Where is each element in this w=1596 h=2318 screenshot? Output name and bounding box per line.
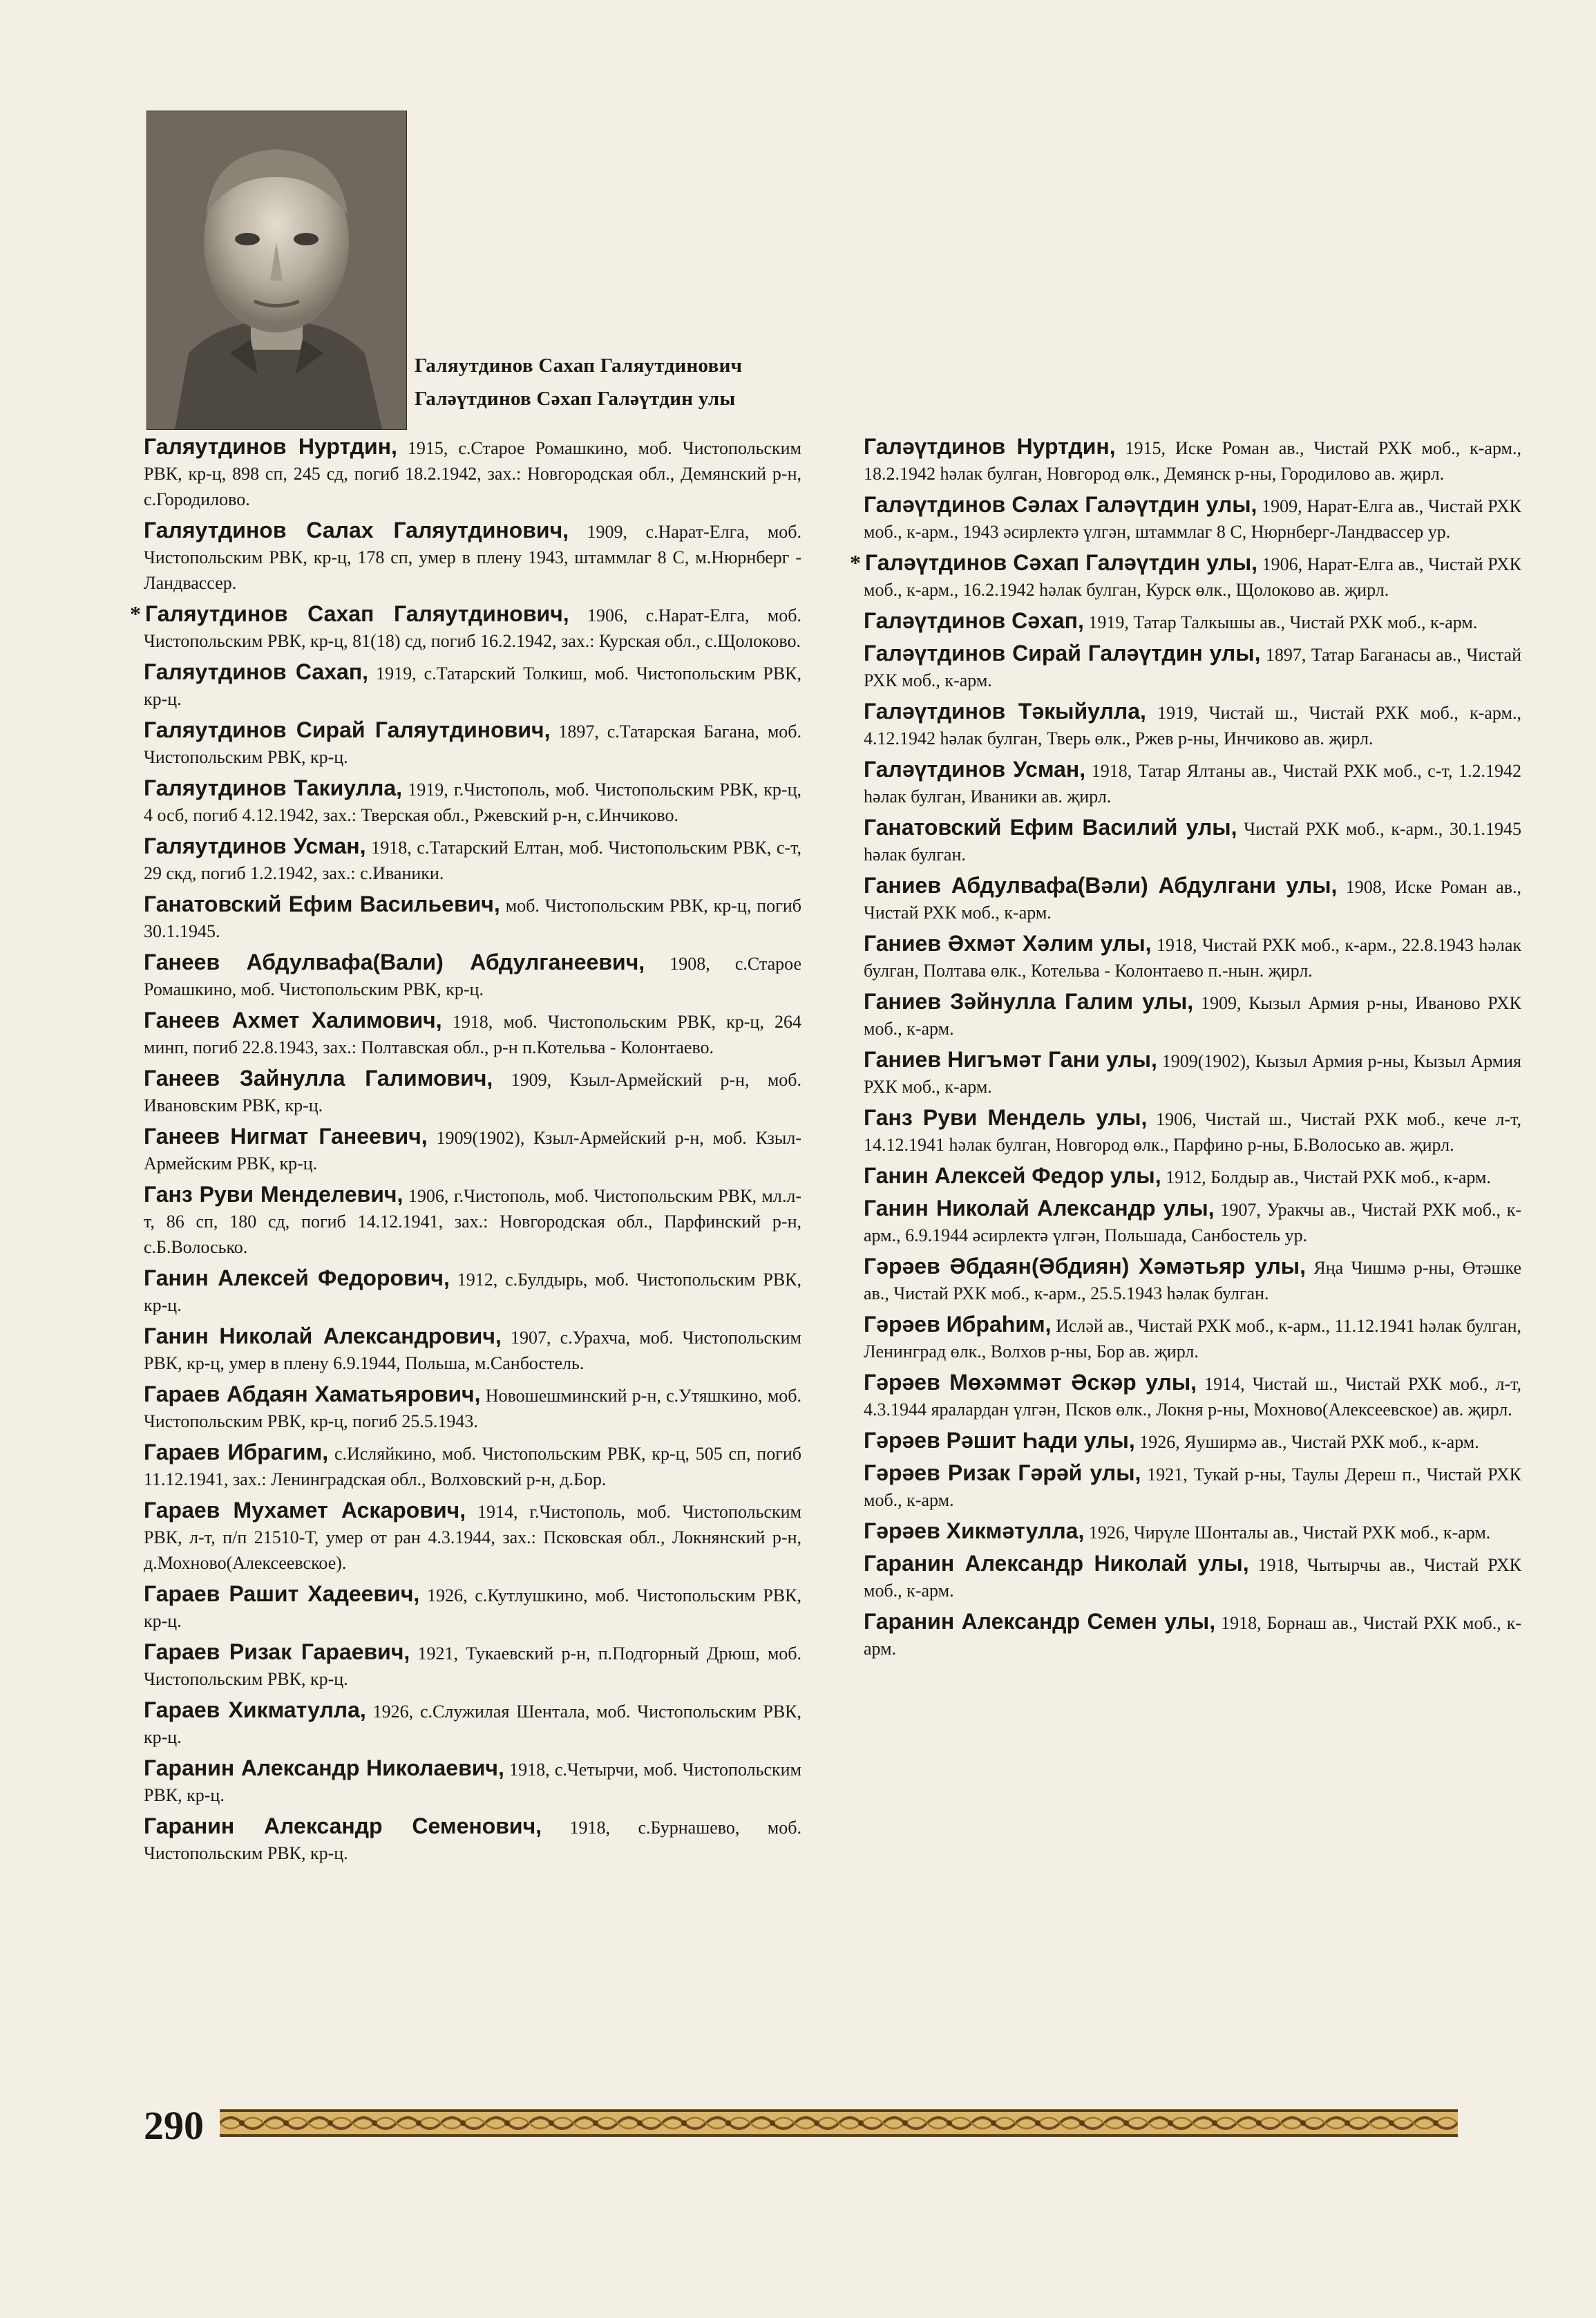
entry-name: Ганатовский Ефим Васильевич, [144,892,500,916]
entry-right-2 [850,550,1522,603]
entry-right-15 [864,1254,1521,1306]
entry-right-14 [864,1196,1521,1248]
entry-details: Новошешминский р-н, с.Утяшкино, моб. Чистопольским РВК, кр-ц, погиб 25.5.1943. [144,1386,802,1431]
entry-left-17 [144,1498,801,1576]
entry-left-15 [144,1382,801,1434]
entry-name: Галяутдинов Сахап, [144,659,369,684]
entry-right-16 [864,1312,1521,1364]
entry-details: 1918, с.Татарский Елтан, моб. Чистопольским РВК, с-т, 29 скд, погиб 1.2.1942, зах.: с.Иваники. [144,838,801,883]
entry-right-4 [864,641,1521,693]
entry-left-5 [144,775,801,828]
entry-right-22 [864,1609,1521,1661]
entry-right-12 [864,1105,1521,1158]
entry-details: 1909(1902), Кзыл-Армейский р-н, моб. Кзыл-Армейским РВК, кр-ц. [144,1128,802,1174]
entry-name: Гәрәев Әбдаян(Әбдиян) Хәмәтьяр улы, [864,1254,1307,1279]
entry-details: 1909(1902), Кызыл Армия р-ны, Кызыл Армия РХК моб., к-арм. [864,1051,1522,1097]
entry-name: Гаранин Александр Николай улы, [864,1551,1249,1576]
entry-name: Галәүтдинов Нуртдин, [864,434,1116,459]
entry-name: Ганеев Ахмет Халимович, [144,1008,442,1033]
entry-name: Гәрәев Ибраһим, [864,1312,1052,1337]
entry-name: Гараев Мухамет Аскарович, [144,1498,466,1523]
decorative-ornament-border [220,2109,1458,2137]
entry-name: Ганатовский Ефим Василий улы, [864,815,1237,840]
entry-name: Ганиев Абдулвафа(Вәли) Абдулгани улы, [864,873,1338,898]
entry-details: 1897, Татар Баганасы ав., Чистай РХК моб., к-арм. [864,645,1521,690]
entry-name: Галәүтдинов Усман, [864,757,1086,782]
caption-tatar: Галәүтдинов Сәхап Галәүтдин улы [415,388,736,410]
entry-right-17 [864,1370,1521,1422]
entry-name: Гараев Рашит Хадеевич, [144,1581,420,1606]
entry-details: 1909, с.Нарат-Елга, моб. Чистопольским РВК, кр-ц, 178 сп, умер в плену 1943, штаммлаг 8 С, м.Нюрнберг - Ландвассер. [144,522,801,593]
entry-name: Гараев Ибрагим, [144,1440,329,1464]
entry-right-3 [864,608,1521,635]
entry-left-20 [144,1697,801,1750]
entry-name: Ганиев Нигъмәт Гани улы, [864,1047,1157,1072]
entry-left-21 [144,1755,801,1808]
entry-details: 1915, с.Старое Ромашкино, моб. Чистопольским РВК, кр-ц, 898 сп, 245 сд, погиб 18.2.1942, зах.: Новгородская обл., Демянский р-н, с.Городилово. [144,438,802,509]
entry-details: 1918, с.Четырчи, моб. Чистопольским РВК, кр-ц. [144,1760,801,1805]
entry-details: 1915, Иске Роман ав., Чистай РХК моб., к-арм., 18.2.1942 һәлак булган, Новгород өлк., Демянск р-ны, Городилово ав. җирл. [864,438,1522,484]
entry-details: 1919, г.Чистополь, моб. Чистопольским РВК, кр-ц, 4 осб, погиб 4.12.1942, зах.: Тверская обл., Ржевский р-н, с.Инчиково. [144,780,801,825]
entry-name: Ганз Руви Мендель улы, [864,1105,1148,1130]
entry-details: 1918, с.Бурнашево, моб. Чистопольским РВК, кр-ц. [144,1818,801,1863]
entry-left-13 [144,1265,801,1318]
entry-details: 1926, Яуширмә ав., Чистай РХК моб., к-арм. [1134,1432,1479,1452]
entry-name: Галяутдинов Усман, [144,833,366,858]
entry-name: Ганеев Абдулвафа(Вали) Абдулганеевич, [144,950,645,974]
entry-left-2 [130,601,801,654]
entry-details: 1926, с.Служилая Шентала, моб. Чистопольским РВК, кр-ц. [144,1702,801,1747]
entry-details: 1914, Чистай ш., Чистай РХК моб., л-т, 4.3.1944 яралардан үлгән, Псков өлк., Локня р-ны, Мохново(Алексеевское) ав. җирл. [864,1374,1522,1420]
entry-left-9 [144,1008,801,1060]
entry-left-18 [144,1581,801,1634]
entry-details: 1906, г.Чистополь, моб. Чистопольским РВК, мл.л-т, 86 сп, 180 сд, погиб 14.12.1941, зах.: Новгородская обл., Парфинский р-н, с.Б.Волосько. [144,1186,801,1257]
entry-details: 1906, Чистай ш., Чистай РХК моб., кече л-т, 14.12.1941 һәлак булган, Новгород өлк., Парфино р-ны, Б.Волосько ав. җирл. [864,1109,1521,1155]
entry-name: Галяутдинов Сахап Галяутдинович, [145,601,569,626]
entry-name: Гәрәев Хикмәтулла, [864,1518,1085,1543]
entry-star-marker: * [850,550,861,575]
entry-details: моб. Чистопольским РВК, кр-ц, погиб 30.1.1945. [144,896,801,941]
entry-details: 1919, Чистай ш., Чистай РХК моб., к-арм., 4.12.1942 һәлак булган, Тверь өлк., Ржев р-ны, Инчиково ав. җирл. [864,703,1521,748]
entry-details: 1912, с.Булдырь, моб. Чистопольским РВК, кр-ц. [144,1270,802,1315]
entry-details: 1921, Тукаевский р-н, п.Подгорный Дрюш, моб. Чистопольским РВК, кр-ц. [144,1643,802,1689]
entry-details: 1918, Чистай РХК моб., к-арм., 22.8.1943 һәлак булган, Полтава өлк., Котельва - Колонтаево п.-нын. җирл. [864,935,1522,981]
entry-details: 1906, Нарат-Елга ав., Чистай РХК моб., к-арм., 16.2.1942 һәлак булган, Курск өлк., Щолоково ав. җирл. [864,554,1522,600]
entry-right-9 [864,931,1521,983]
entry-star-marker: * [130,601,141,626]
entry-right-20 [864,1518,1521,1545]
entry-details: 1926, Чирүле Шонталы ав., Чистай РХК моб., к-арм. [1084,1523,1491,1543]
entry-right-21 [864,1551,1521,1603]
entry-right-18 [864,1428,1521,1455]
column-tatar [850,434,1522,1667]
entry-name: Гаранин Александр Семенович, [144,1813,542,1838]
entry-details: 1914, г.Чистополь, моб. Чистопольским РВК, л-т, п/п 21510-Т, умер от ран 4.3.1944, зах.: Псковская обл., Локнянский р-н, д.Мохново(Алексеевское). [144,1502,801,1573]
entry-details: 1909, Кызыл Армия р-ны, Иваново РХК моб., к-арм. [864,993,1521,1039]
entry-left-10 [144,1066,801,1118]
entry-left-8 [144,950,801,1002]
entry-details: 1918, Борнаш ав., Чистай РХК моб., к-арм. [864,1613,1521,1659]
photo-caption [415,349,742,415]
page-number: 290 [144,2103,204,2148]
entry-name: Гараев Ризак Гараевич, [144,1639,410,1664]
entry-name: Гәрәев Мөхәммәт Әскәр улы, [864,1370,1197,1395]
entry-details: 1912, Болдыр ав., Чистай РХК моб., к-арм. [1161,1167,1491,1187]
entry-left-0 [144,434,801,512]
entry-right-5 [864,699,1521,751]
entry-left-14 [144,1323,801,1376]
entry-name: Ганин Николай Александр улы, [864,1196,1215,1221]
entry-name: Галяутдинов Салах Галяутдинович, [144,518,569,543]
entry-right-7 [864,815,1521,867]
entry-name: Галәүтдинов Сәхап, [864,608,1084,633]
entry-name: Галәүтдинов Тәкыйулла, [864,699,1146,724]
entry-right-0 [864,434,1521,487]
entry-right-8 [864,873,1521,925]
entry-details: 1926, с.Кутлушкино, моб. Чистопольским РВК, кр-ц. [144,1585,801,1631]
entry-name: Галяутдинов Сирай Галяутдинович, [144,717,551,742]
entry-details: 1909, Кзыл-Армейский р-н, моб. Ивановским РВК, кр-ц. [144,1070,802,1115]
entry-name: Гәрәев Рәшит Һади улы, [864,1428,1135,1453]
entry-right-11 [864,1047,1521,1100]
entry-name: Ганиев Әхмәт Хәлим улы, [864,931,1152,956]
entry-name: Ганеев Зайнулла Галимович, [144,1066,493,1091]
entry-left-6 [144,833,801,886]
entry-name: Гараев Абдаян Хаматьярович, [144,1382,481,1406]
entry-details: 1918, Чытырчы ав., Чистай РХК моб., к-арм. [864,1555,1521,1601]
entry-name: Гәрәев Ризак Гәрәй улы, [864,1460,1141,1485]
entry-left-1 [144,518,801,596]
entry-details: Исләй ав., Чистай РХК моб., к-арм., 11.12.1941 һәлак булган, Ленинград өлк., Волхов р-ны, Бор ав. җирл. [864,1316,1522,1361]
portrait-image [147,111,406,429]
entry-left-22 [144,1813,801,1866]
entry-details: 1908, с.Старое Ромашкино, моб. Чистопольским РВК, кр-ц. [144,954,801,999]
entry-right-6 [864,757,1521,809]
entry-name: Ганеев Нигмат Ганеевич, [144,1124,428,1149]
entry-right-1 [864,492,1521,545]
entry-name: Ганин Николай Александрович, [144,1323,502,1348]
entry-details: 1921, Тукай р-ны, Таулы Дереш п., Чистай РХК моб., к-арм. [864,1464,1521,1510]
entry-left-4 [144,717,801,770]
portrait-photo [146,111,407,430]
entry-name: Ганин Алексей Федор улы, [864,1163,1161,1188]
entry-name: Ганин Алексей Федорович, [144,1265,450,1290]
entry-details: Яңа Чишмә р-ны, Өтәшке ав., Чистай РХК моб., к-арм., 25.5.1943 һәлак булган. [864,1258,1522,1303]
entry-left-3 [144,659,801,712]
column-russian [130,434,802,1872]
entry-right-13 [864,1163,1521,1190]
entry-details: 1909, Нарат-Елга ав., Чистай РХК моб., к-арм., 1943 әсирлектә үлгән, штаммлаг 8 С, Нюрнберг-Ландвассер ур. [864,496,1522,542]
caption-russian: Галяутдинов Сахап Галяутдинович [415,355,743,377]
entry-name: Галәүтдинов Сәхап Галәүтдин улы, [865,550,1258,575]
entry-right-19 [864,1460,1521,1513]
entry-details: 1919, с.Татарский Толкиш, моб. Чистопольским РВК, кр-ц. [144,663,802,709]
entry-name: Гараев Хикматулла, [144,1697,366,1722]
entry-left-16 [144,1440,801,1492]
entry-details: 1907, с.Урахча, моб. Чистопольским РВК, кр-ц, умер в плену 6.9.1944, Польша, м.Санбостель. [144,1328,801,1373]
entry-name: Галәүтдинов Сәлах Галәүтдин улы, [864,492,1257,517]
entry-details: Чистай РХК моб., к-арм., 30.1.1945 һәлак булган. [864,819,1522,865]
entry-details: 1907, Уракчы ав., Чистай РХК моб., к-арм., 6.9.1944 әсирлектә үлгән, Польшада, Санбостель ур. [864,1200,1521,1245]
entry-name: Галяутдинов Такиулла, [144,775,403,800]
entry-name: Ганиев Зәйнулла Галим улы, [864,989,1194,1014]
entry-left-11 [144,1124,801,1176]
entry-name: Гаранин Александр Семен улы, [864,1609,1216,1634]
entry-left-19 [144,1639,801,1692]
entry-name: Гаранин Александр Николаевич, [144,1755,504,1780]
entry-details: 1906, с.Нарат-Елга, моб. Чистопольским РВК, кр-ц, 81(18) сд, погиб 16.2.1942, зах.: Курская обл., с.Щолоково. [144,605,801,651]
entry-details: 1919, Татар Талкышы ав., Чистай РХК моб., к-арм. [1083,612,1478,632]
entry-left-7 [144,892,801,944]
entry-right-10 [864,989,1521,1042]
entry-name: Ганз Руви Менделевич, [144,1182,403,1207]
entry-name: Галәүтдинов Сирай Галәүтдин улы, [864,641,1261,666]
entry-details: 1918, моб. Чистопольским РВК, кр-ц, 264 минп, погиб 22.8.1943, зах.: Полтавская обл., р-н п.Котельва - Колонтаево. [144,1012,802,1057]
entry-details: 1908, Иске Роман ав., Чистай РХК моб., к-арм. [864,877,1521,923]
entry-details: 1897, с.Татарская Багана, моб. Чистопольским РВК, кр-ц. [144,722,802,767]
entry-left-12 [144,1182,801,1260]
entry-details: 1918, Татар Ялтаны ав., Чистай РХК моб., с-т, 1.2.1942 һәлак булган, Иваники ав. җирл. [864,761,1521,807]
entry-name: Галяутдинов Нуртдин, [144,434,397,459]
entry-details: с.Исляйкино, моб. Чистопольским РВК, кр-ц, 505 сп, погиб 11.12.1941, зах.: Ленинградская обл., Волховский р-н, д.Бор. [144,1444,802,1489]
